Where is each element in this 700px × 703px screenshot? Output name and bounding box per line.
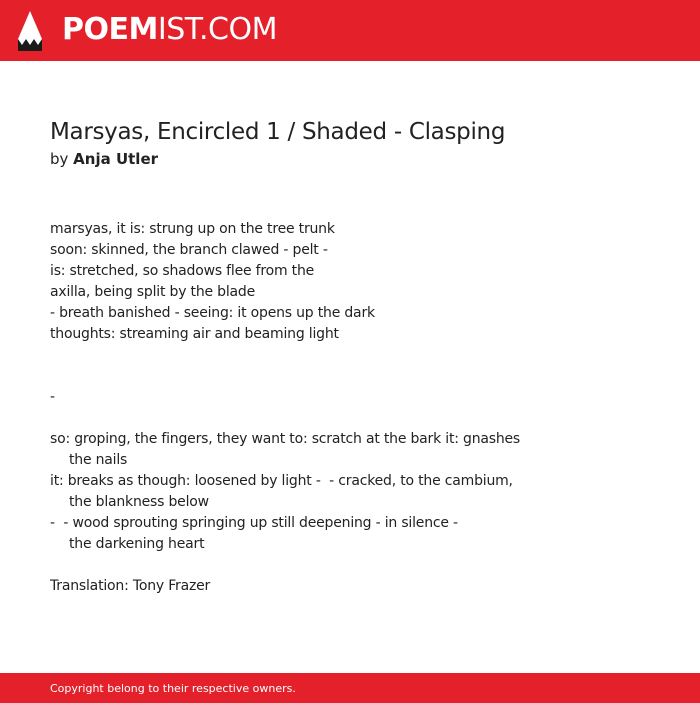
- poem-line: soon: skinned, the branch clawed - pelt -: [50, 242, 328, 258]
- poem-line: so: groping, the fingers, they want to: scratch at the bark it: gnashes: [50, 431, 521, 447]
- poem-title: Marsyas, Encircled 1 / Shaded - Clasping: [50, 119, 506, 145]
- poem-line: the nails: [69, 452, 128, 468]
- poem-line: it: breaks as though: loosened by light - - cracked, to the cambium,: [50, 473, 513, 489]
- author-name[interactable]: Anja Utler: [73, 150, 159, 168]
- poem-line: -: [50, 389, 55, 405]
- footer-copyright: Copyright belong to their respective owners.: [50, 682, 296, 695]
- poem-line: - - wood sprouting springing up still deepening - in silence -: [50, 515, 458, 531]
- site-header: [0, 0, 700, 61]
- poem-line: thoughts: streaming air and beaming light: [50, 326, 339, 342]
- poem-line: - breath banished - seeing: it opens up the dark: [50, 305, 375, 321]
- poem-line: axilla, being split by the blade: [50, 284, 256, 300]
- poem-line: the blankness below: [69, 494, 209, 510]
- poem-line: Translation: Tony Frazer: [50, 578, 211, 594]
- poem-body: [50, 219, 670, 597]
- site-footer: [0, 673, 700, 703]
- poem-line: marsyas, it is: strung up on the tree trunk: [50, 221, 335, 237]
- poem-line: is: stretched, so shadows flee from the: [50, 263, 315, 279]
- logo-text-bold: POEM: [62, 12, 158, 47]
- logo-text-light: IST.COM: [157, 12, 277, 47]
- poem-line: [50, 345, 670, 366]
- poem-line: [50, 408, 670, 429]
- byline-prefix: by: [50, 150, 74, 168]
- poem-line: [50, 366, 670, 387]
- poem-line: [50, 555, 670, 576]
- poem-byline: [50, 149, 158, 169]
- site-logo[interactable]: [62, 12, 277, 48]
- poem-line: the darkening heart: [69, 536, 205, 552]
- pencil-icon[interactable]: [18, 11, 42, 51]
